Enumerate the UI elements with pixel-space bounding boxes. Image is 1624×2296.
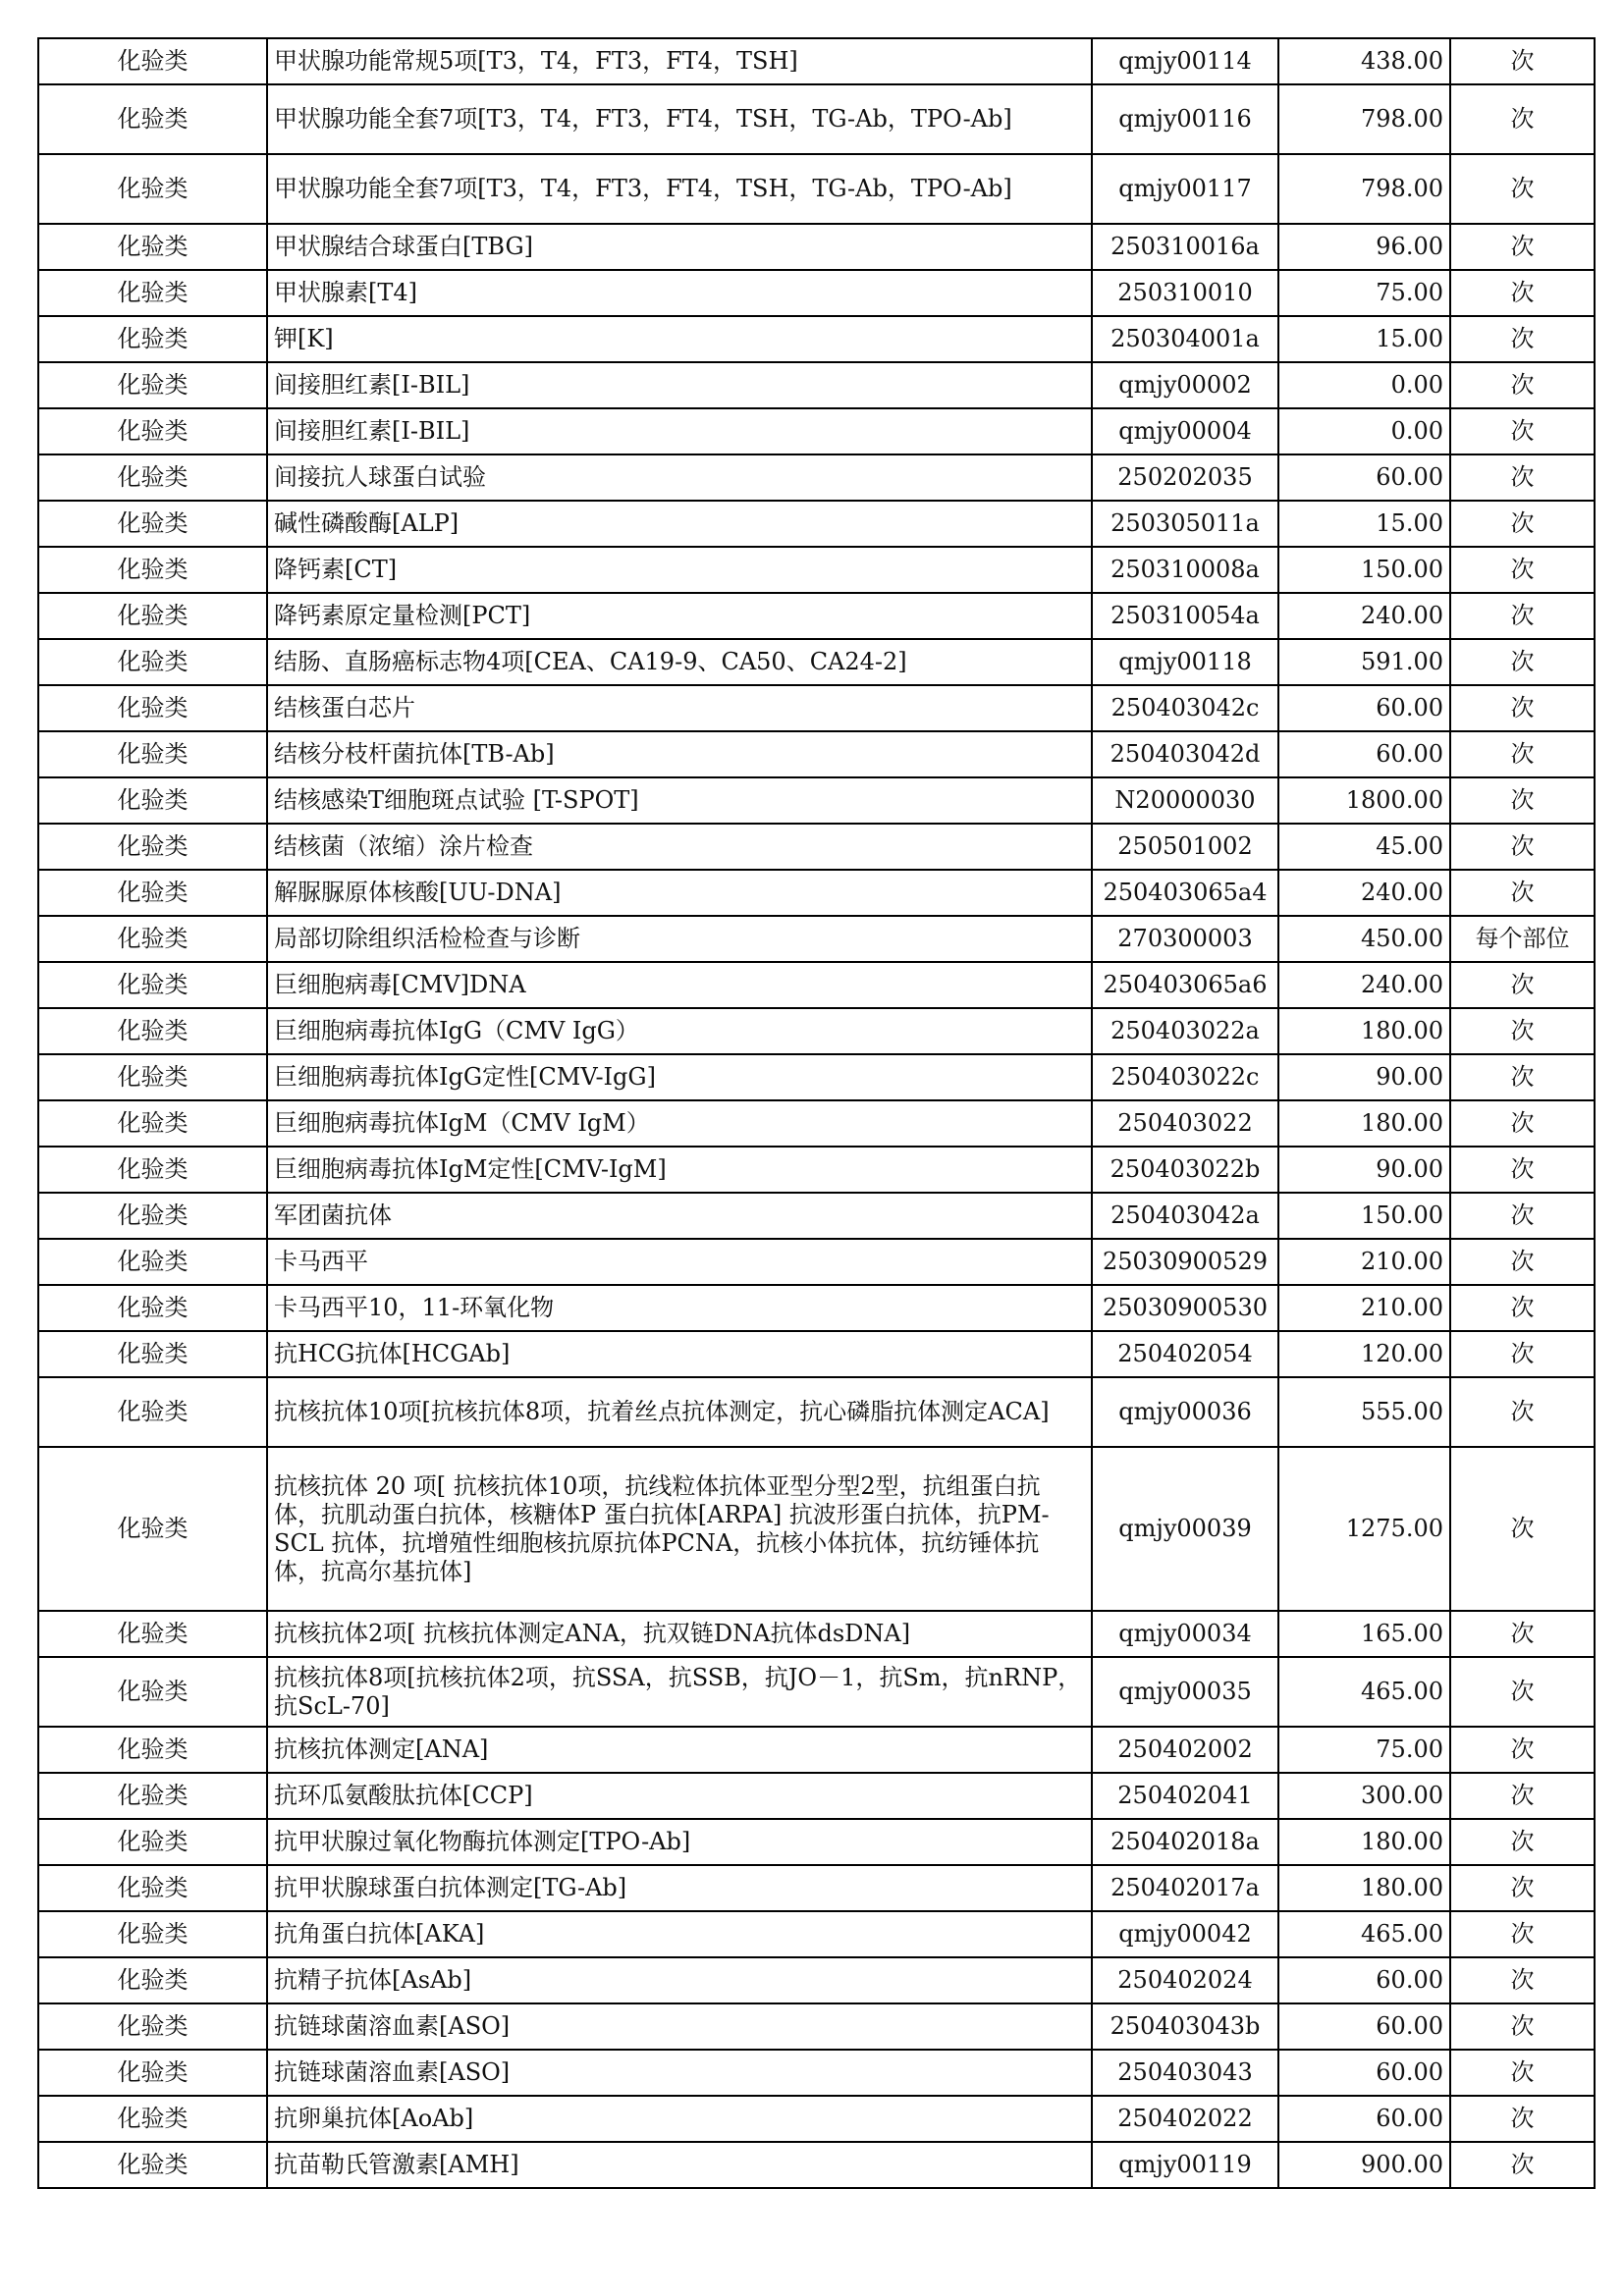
item-name-cell: 巨细胞病毒抗体IgG（CMV IgG）: [267, 1008, 1092, 1054]
price-cell: 180.00: [1278, 1100, 1450, 1147]
table-row: [38, 316, 1595, 362]
category-cell: 化验类: [38, 1331, 267, 1377]
item-name-cell: 结核分枝杆菌抗体[TB-Ab]: [267, 731, 1092, 777]
table-row: [38, 731, 1595, 777]
item-code-cell: 250402041: [1092, 1773, 1278, 1819]
item-name-cell: 局部切除组织活检检查与诊断: [267, 916, 1092, 962]
item-code-cell: 250202035: [1092, 454, 1278, 501]
category-cell: 化验类: [38, 454, 267, 501]
table-row: [38, 1657, 1595, 1727]
unit-cell: 次: [1450, 1957, 1595, 2003]
category-cell: 化验类: [38, 1727, 267, 1773]
price-cell: 0.00: [1278, 408, 1450, 454]
item-code-cell: 250403043: [1092, 2050, 1278, 2096]
unit-cell: 次: [1450, 1727, 1595, 1773]
unit-cell: 次: [1450, 316, 1595, 362]
table-row: [38, 547, 1595, 593]
item-name-cell: 抗环瓜氨酸肽抗体[CCP]: [267, 1773, 1092, 1819]
table-row: [38, 1054, 1595, 1100]
price-cell: 60.00: [1278, 454, 1450, 501]
table-row: [38, 777, 1595, 824]
item-code-cell: 25030900529: [1092, 1239, 1278, 1285]
unit-cell: 次: [1450, 2003, 1595, 2050]
category-cell: 化验类: [38, 224, 267, 270]
price-cell: 60.00: [1278, 685, 1450, 731]
unit-cell: 次: [1450, 962, 1595, 1008]
category-cell: 化验类: [38, 1100, 267, 1147]
table-row: [38, 1147, 1595, 1193]
table-row: [38, 1819, 1595, 1865]
item-code-cell: 250402022: [1092, 2096, 1278, 2142]
price-cell: 798.00: [1278, 84, 1450, 154]
item-name-cell: 抗链球菌溶血素[ASO]: [267, 2003, 1092, 2050]
unit-cell: 次: [1450, 408, 1595, 454]
price-cell: 1800.00: [1278, 777, 1450, 824]
category-cell: 化验类: [38, 1657, 267, 1727]
price-cell: 60.00: [1278, 2003, 1450, 2050]
price-cell: 900.00: [1278, 2142, 1450, 2188]
unit-cell: 次: [1450, 1865, 1595, 1911]
unit-cell: 次: [1450, 1239, 1595, 1285]
unit-cell: 次: [1450, 224, 1595, 270]
table-row: [38, 38, 1595, 84]
table-row: [38, 2050, 1595, 2096]
price-cell: 555.00: [1278, 1377, 1450, 1447]
category-cell: 化验类: [38, 824, 267, 870]
item-name-cell: 抗卵巢抗体[AoAb]: [267, 2096, 1092, 2142]
item-code-cell: qmjy00118: [1092, 639, 1278, 685]
price-cell: 150.00: [1278, 1193, 1450, 1239]
item-name-cell: 甲状腺结合球蛋白[TBG]: [267, 224, 1092, 270]
item-code-cell: 250305011a: [1092, 501, 1278, 547]
price-cell: 180.00: [1278, 1865, 1450, 1911]
unit-cell: 次: [1450, 547, 1595, 593]
item-code-cell: qmjy00119: [1092, 2142, 1278, 2188]
unit-cell: 次: [1450, 2096, 1595, 2142]
table-row: [38, 2003, 1595, 2050]
price-cell: 165.00: [1278, 1611, 1450, 1657]
category-cell: 化验类: [38, 1865, 267, 1911]
item-code-cell: 250310016a: [1092, 224, 1278, 270]
unit-cell: 次: [1450, 1611, 1595, 1657]
unit-cell: 次: [1450, 1193, 1595, 1239]
category-cell: 化验类: [38, 38, 267, 84]
item-name-cell: 碱性磷酸酶[ALP]: [267, 501, 1092, 547]
unit-cell: 次: [1450, 685, 1595, 731]
category-cell: 化验类: [38, 731, 267, 777]
item-name-cell: 卡马西平: [267, 1239, 1092, 1285]
unit-cell: 次: [1450, 639, 1595, 685]
category-cell: 化验类: [38, 1193, 267, 1239]
item-code-cell: 250402018a: [1092, 1819, 1278, 1865]
table-row: [38, 824, 1595, 870]
item-code-cell: 250403042d: [1092, 731, 1278, 777]
unit-cell: 次: [1450, 154, 1595, 224]
item-code-cell: 270300003: [1092, 916, 1278, 962]
item-code-cell: 250402054: [1092, 1331, 1278, 1377]
unit-cell: 次: [1450, 1447, 1595, 1611]
item-name-cell: 抗链球菌溶血素[ASO]: [267, 2050, 1092, 2096]
table-row: [38, 1911, 1595, 1957]
price-cell: 75.00: [1278, 270, 1450, 316]
table-row: [38, 916, 1595, 962]
unit-cell: 次: [1450, 1100, 1595, 1147]
category-cell: 化验类: [38, 547, 267, 593]
item-code-cell: 250403042a: [1092, 1193, 1278, 1239]
unit-cell: 次: [1450, 38, 1595, 84]
price-cell: 45.00: [1278, 824, 1450, 870]
price-table: [37, 37, 1596, 2189]
price-cell: 15.00: [1278, 501, 1450, 547]
item-code-cell: 250403022a: [1092, 1008, 1278, 1054]
item-name-cell: 降钙素原定量检测[PCT]: [267, 593, 1092, 639]
unit-cell: 次: [1450, 2050, 1595, 2096]
price-cell: 90.00: [1278, 1147, 1450, 1193]
item-name-cell: 间接胆红素[I-BIL]: [267, 362, 1092, 408]
item-code-cell: qmjy00042: [1092, 1911, 1278, 1957]
table-row: [38, 1100, 1595, 1147]
unit-cell: 次: [1450, 1008, 1595, 1054]
unit-cell: 次: [1450, 777, 1595, 824]
item-code-cell: 250310054a: [1092, 593, 1278, 639]
item-name-cell: 军团菌抗体: [267, 1193, 1092, 1239]
item-code-cell: 250403042c: [1092, 685, 1278, 731]
category-cell: 化验类: [38, 1008, 267, 1054]
price-cell: 90.00: [1278, 1054, 1450, 1100]
item-code-cell: qmjy00004: [1092, 408, 1278, 454]
item-name-cell: 巨细胞病毒抗体IgG定性[CMV-IgG]: [267, 1054, 1092, 1100]
unit-cell: 次: [1450, 1773, 1595, 1819]
item-code-cell: 250304001a: [1092, 316, 1278, 362]
table-row: [38, 1331, 1595, 1377]
unit-cell: 次: [1450, 1285, 1595, 1331]
item-code-cell: 250310008a: [1092, 547, 1278, 593]
item-name-cell: 间接抗人球蛋白试验: [267, 454, 1092, 501]
category-cell: 化验类: [38, 1377, 267, 1447]
unit-cell: 次: [1450, 1657, 1595, 1727]
category-cell: 化验类: [38, 1819, 267, 1865]
item-code-cell: 250403043b: [1092, 2003, 1278, 2050]
price-cell: 60.00: [1278, 731, 1450, 777]
table-row: [38, 962, 1595, 1008]
category-cell: 化验类: [38, 408, 267, 454]
category-cell: 化验类: [38, 870, 267, 916]
table-body: [38, 38, 1595, 2188]
category-cell: 化验类: [38, 1911, 267, 1957]
item-name-cell: 甲状腺功能全套7项[T3，T4，FT3，FT4，TSH，TG-Ab，TPO-Ab]: [267, 84, 1092, 154]
category-cell: 化验类: [38, 777, 267, 824]
category-cell: 化验类: [38, 501, 267, 547]
unit-cell: 次: [1450, 593, 1595, 639]
table-row: [38, 1377, 1595, 1447]
table-row: [38, 1957, 1595, 2003]
price-cell: 240.00: [1278, 962, 1450, 1008]
item-code-cell: qmjy00116: [1092, 84, 1278, 154]
item-name-cell: 甲状腺功能常规5项[T3，T4，FT3，FT4，TSH]: [267, 38, 1092, 84]
category-cell: 化验类: [38, 2142, 267, 2188]
table-row: [38, 1008, 1595, 1054]
category-cell: 化验类: [38, 916, 267, 962]
price-cell: 1275.00: [1278, 1447, 1450, 1611]
table-row: [38, 1865, 1595, 1911]
unit-cell: 次: [1450, 870, 1595, 916]
unit-cell: 次: [1450, 1911, 1595, 1957]
item-code-cell: 250403022b: [1092, 1147, 1278, 1193]
item-name-cell: 抗精子抗体[AsAb]: [267, 1957, 1092, 2003]
price-cell: 150.00: [1278, 547, 1450, 593]
category-cell: 化验类: [38, 685, 267, 731]
item-code-cell: qmjy00114: [1092, 38, 1278, 84]
price-cell: 465.00: [1278, 1911, 1450, 1957]
item-name-cell: 巨细胞病毒抗体IgM（CMV IgM）: [267, 1100, 1092, 1147]
table-row: [38, 454, 1595, 501]
category-cell: 化验类: [38, 270, 267, 316]
table-row: [38, 224, 1595, 270]
item-name-cell: 降钙素[CT]: [267, 547, 1092, 593]
price-cell: 120.00: [1278, 1331, 1450, 1377]
unit-cell: 次: [1450, 270, 1595, 316]
price-cell: 240.00: [1278, 870, 1450, 916]
table-row: [38, 1447, 1595, 1611]
item-code-cell: 250310010: [1092, 270, 1278, 316]
category-cell: 化验类: [38, 1447, 267, 1611]
unit-cell: 次: [1450, 1819, 1595, 1865]
category-cell: 化验类: [38, 1773, 267, 1819]
item-name-cell: 甲状腺素[T4]: [267, 270, 1092, 316]
unit-cell: 次: [1450, 1054, 1595, 1100]
unit-cell: 次: [1450, 731, 1595, 777]
item-name-cell: 抗HCG抗体[HCGAb]: [267, 1331, 1092, 1377]
item-name-cell: 结肠、直肠癌标志物4项[CEA、CA19-9、CA50、CA24-2]: [267, 639, 1092, 685]
category-cell: 化验类: [38, 154, 267, 224]
category-cell: 化验类: [38, 2050, 267, 2096]
item-name-cell: 抗苗勒氏管激素[AMH]: [267, 2142, 1092, 2188]
item-name-cell: 结核感染T细胞斑点试验 [T-SPOT]: [267, 777, 1092, 824]
table-row: [38, 1193, 1595, 1239]
category-cell: 化验类: [38, 362, 267, 408]
table-row: [38, 870, 1595, 916]
item-code-cell: N20000030: [1092, 777, 1278, 824]
category-cell: 化验类: [38, 316, 267, 362]
unit-cell: 每个部位: [1450, 916, 1595, 962]
unit-cell: 次: [1450, 362, 1595, 408]
price-cell: 798.00: [1278, 154, 1450, 224]
item-code-cell: 250403022c: [1092, 1054, 1278, 1100]
item-name-cell: 抗核抗体8项[抗核抗体2项，抗SSA，抗SSB，抗JO－1，抗Sm，抗nRNP，抗ScL-70]: [267, 1657, 1092, 1727]
price-cell: 591.00: [1278, 639, 1450, 685]
item-code-cell: qmjy00035: [1092, 1657, 1278, 1727]
item-name-cell: 结核蛋白芯片: [267, 685, 1092, 731]
table-row: [38, 1285, 1595, 1331]
item-name-cell: 抗甲状腺过氧化物酶抗体测定[TPO-Ab]: [267, 1819, 1092, 1865]
category-cell: 化验类: [38, 962, 267, 1008]
category-cell: 化验类: [38, 639, 267, 685]
item-code-cell: 250402002: [1092, 1727, 1278, 1773]
item-name-cell: 抗核抗体2项[ 抗核抗体测定ANA，抗双链DNA抗体dsDNA]: [267, 1611, 1092, 1657]
table-row: [38, 1727, 1595, 1773]
price-cell: 0.00: [1278, 362, 1450, 408]
item-code-cell: qmjy00117: [1092, 154, 1278, 224]
item-name-cell: 结核菌（浓缩）涂片检查: [267, 824, 1092, 870]
table-row: [38, 408, 1595, 454]
price-cell: 210.00: [1278, 1239, 1450, 1285]
price-cell: 450.00: [1278, 916, 1450, 962]
item-name-cell: 卡马西平10，11-环氧化物: [267, 1285, 1092, 1331]
item-code-cell: 250402024: [1092, 1957, 1278, 2003]
item-name-cell: 抗核抗体 20 项[ 抗核抗体10项，抗线粒体抗体亚型分型2型，抗组蛋白抗体，抗肌动蛋白抗体，核糖体P 蛋白抗体[ARPA] 抗波形蛋白抗体，抗PM-SCL 抗体，抗增殖性细胞核抗原抗体PCNA，抗核小体抗体，抗纺锤体抗体，抗高尔基抗体]: [267, 1447, 1092, 1611]
table-row: [38, 270, 1595, 316]
item-name-cell: 巨细胞病毒[CMV]DNA: [267, 962, 1092, 1008]
item-name-cell: 抗核抗体测定[ANA]: [267, 1727, 1092, 1773]
category-cell: 化验类: [38, 1285, 267, 1331]
table-row: [38, 639, 1595, 685]
item-code-cell: 250402017a: [1092, 1865, 1278, 1911]
item-code-cell: 250403065a4: [1092, 870, 1278, 916]
price-cell: 96.00: [1278, 224, 1450, 270]
unit-cell: 次: [1450, 454, 1595, 501]
price-cell: 60.00: [1278, 2096, 1450, 2142]
table-row: [38, 2096, 1595, 2142]
price-cell: 240.00: [1278, 593, 1450, 639]
table-row: [38, 2142, 1595, 2188]
unit-cell: 次: [1450, 2142, 1595, 2188]
unit-cell: 次: [1450, 824, 1595, 870]
price-cell: 210.00: [1278, 1285, 1450, 1331]
item-code-cell: 250501002: [1092, 824, 1278, 870]
item-code-cell: qmjy00039: [1092, 1447, 1278, 1611]
category-cell: 化验类: [38, 2003, 267, 2050]
table-row: [38, 1611, 1595, 1657]
price-cell: 465.00: [1278, 1657, 1450, 1727]
price-cell: 300.00: [1278, 1773, 1450, 1819]
category-cell: 化验类: [38, 1611, 267, 1657]
category-cell: 化验类: [38, 593, 267, 639]
price-cell: 180.00: [1278, 1008, 1450, 1054]
item-name-cell: 抗甲状腺球蛋白抗体测定[TG-Ab]: [267, 1865, 1092, 1911]
price-cell: 15.00: [1278, 316, 1450, 362]
category-cell: 化验类: [38, 2096, 267, 2142]
price-cell: 60.00: [1278, 1957, 1450, 2003]
table-row: [38, 84, 1595, 154]
table-row: [38, 1239, 1595, 1285]
item-name-cell: 抗核抗体10项[抗核抗体8项，抗着丝点抗体测定，抗心磷脂抗体测定ACA]: [267, 1377, 1092, 1447]
unit-cell: 次: [1450, 1377, 1595, 1447]
unit-cell: 次: [1450, 1331, 1595, 1377]
item-code-cell: 250403022: [1092, 1100, 1278, 1147]
unit-cell: 次: [1450, 501, 1595, 547]
item-name-cell: 抗角蛋白抗体[AKA]: [267, 1911, 1092, 1957]
item-name-cell: 钾[K]: [267, 316, 1092, 362]
item-code-cell: qmjy00036: [1092, 1377, 1278, 1447]
item-code-cell: 25030900530: [1092, 1285, 1278, 1331]
price-cell: 75.00: [1278, 1727, 1450, 1773]
category-cell: 化验类: [38, 1957, 267, 2003]
price-cell: 60.00: [1278, 2050, 1450, 2096]
category-cell: 化验类: [38, 1147, 267, 1193]
category-cell: 化验类: [38, 1239, 267, 1285]
table-row: [38, 685, 1595, 731]
table-row: [38, 593, 1595, 639]
table-row: [38, 1773, 1595, 1819]
price-cell: 180.00: [1278, 1819, 1450, 1865]
unit-cell: 次: [1450, 1147, 1595, 1193]
item-name-cell: 解脲脲原体核酸[UU-DNA]: [267, 870, 1092, 916]
item-code-cell: 250403065a6: [1092, 962, 1278, 1008]
table-row: [38, 154, 1595, 224]
unit-cell: 次: [1450, 84, 1595, 154]
category-cell: 化验类: [38, 84, 267, 154]
table-row: [38, 501, 1595, 547]
item-name-cell: 间接胆红素[I-BIL]: [267, 408, 1092, 454]
item-name-cell: 甲状腺功能全套7项[T3，T4，FT3，FT4，TSH，TG-Ab，TPO-Ab]: [267, 154, 1092, 224]
item-code-cell: qmjy00002: [1092, 362, 1278, 408]
item-name-cell: 巨细胞病毒抗体IgM定性[CMV-IgM]: [267, 1147, 1092, 1193]
price-cell: 438.00: [1278, 38, 1450, 84]
item-code-cell: qmjy00034: [1092, 1611, 1278, 1657]
category-cell: 化验类: [38, 1054, 267, 1100]
table-row: [38, 362, 1595, 408]
